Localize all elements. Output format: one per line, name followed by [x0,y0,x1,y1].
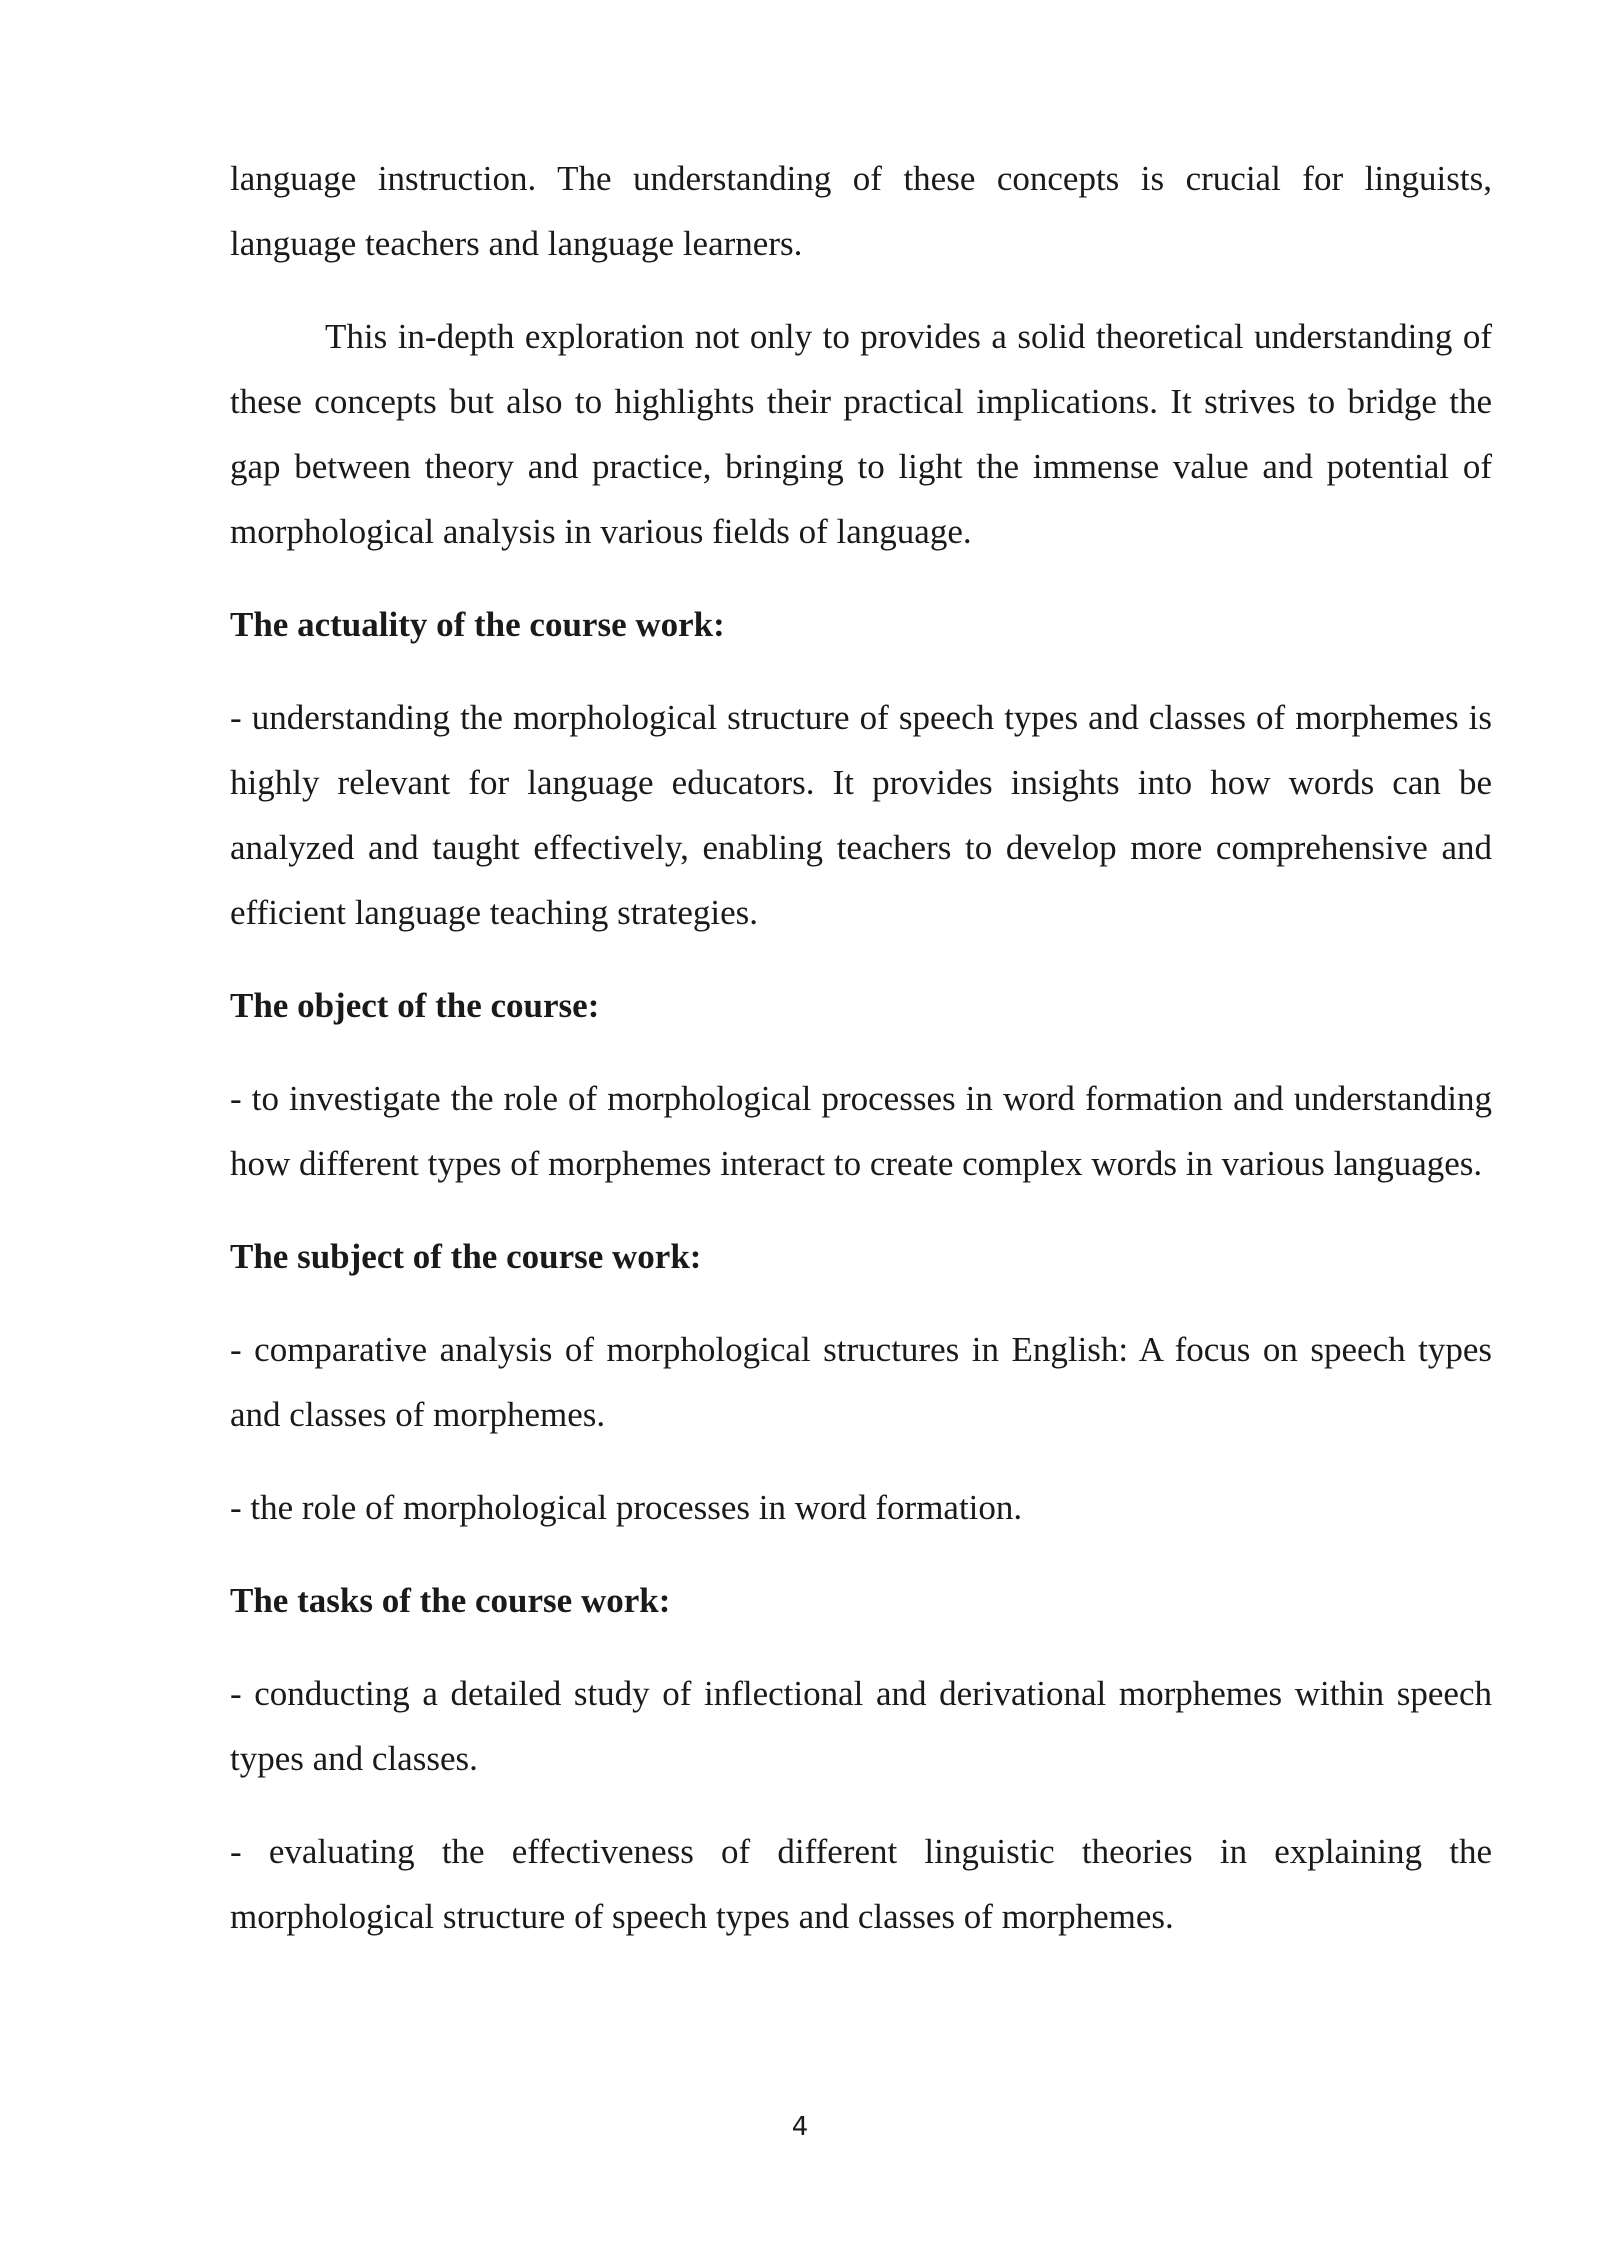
paragraph-actuality: - understanding the morphological structure of speech types and classes of morphemes is highly relevant for language educators. It provides insights into how words can be analyzed and taught effectively, enabling teachers to develop more comprehensive and efficient language teaching strategies. [230,698,1492,932]
paragraph-exploration: This in-depth exploration not only to provides a solid theoretical understanding of these concepts but also to highlights their practical implications. It strives to bridge the gap between theory and practice, bringing to light the immense value and potential of morphological analysis in various fields of language. [230,317,1492,551]
page-content [230,146,1492,1977]
paragraph-object: - to investigate the role of morphological processes in word formation and understanding how different types of morphemes interact to create complex words in various languages. [230,1079,1492,1183]
page-number: 4 [791,2112,809,2142]
heading-object: The object of the course: [230,986,600,1025]
paragraph-tasks-2: - evaluating the effectiveness of different linguistic theories in explaining the morphological structure of speech types and classes of morphemes. [230,1832,1492,1936]
paragraph-subject-2: - the role of morphological processes in word formation. [230,1488,1023,1527]
paragraph-subject-1: - comparative analysis of morphological structures in English: A focus on speech types and classes of morphemes. [230,1330,1492,1434]
paragraph-tasks-1: - conducting a detailed study of inflectional and derivational morphemes within speech types and classes. [230,1674,1492,1778]
paragraph-intro-continuation: language instruction. The understanding of these concepts is crucial for linguists, language teachers and language learners. [230,159,1492,263]
heading-tasks: The tasks of the course work: [230,1581,671,1620]
heading-subject: The subject of the course work: [230,1237,702,1276]
heading-actuality: The actuality of the course work: [230,605,725,644]
